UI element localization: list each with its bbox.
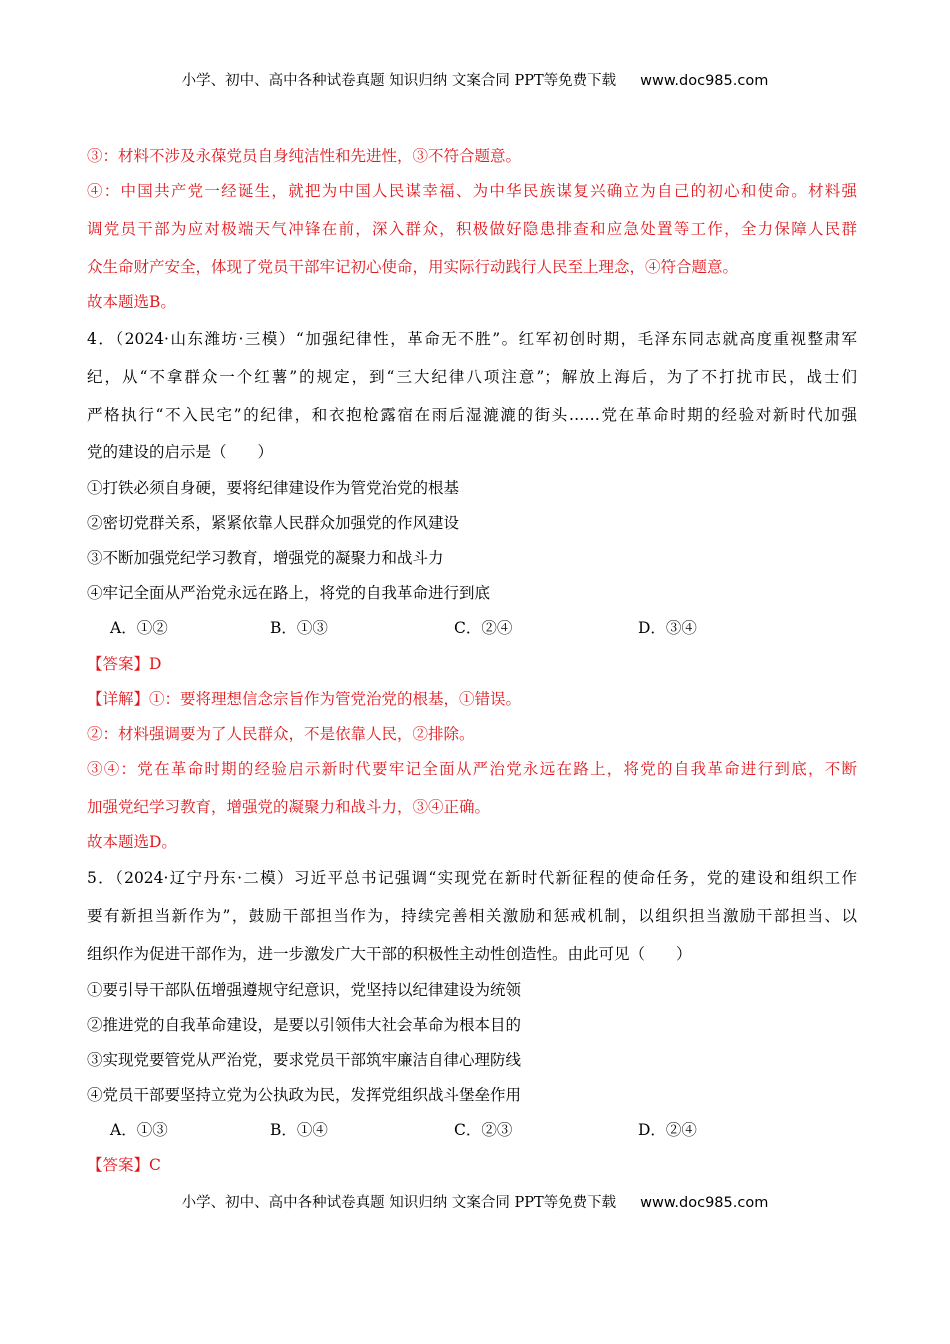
q4-item: ②密切党群关系，紧紧依靠人民群众加强党的作风建设 [87, 514, 460, 532]
answer-value: C [149, 1156, 161, 1174]
q5-option-b: B．①④ [270, 1121, 328, 1139]
q4-detail-line: ③④：党在革命时期的经验启示新时代要牢记全面从严治党永远在路上，将党的自我革命进行到底，不断 [87, 760, 857, 778]
q4-item: ④牢记全面从严治党永远在路上，将党的自我革命进行到底 [87, 584, 491, 602]
q4-option-a: A．①② [110, 619, 168, 637]
footer-site: www.doc985.com [640, 1195, 769, 1211]
q5-option-d: D．②④ [638, 1121, 697, 1139]
q4-item: ③不断加强党纪学习教育，增强党的凝聚力和战斗力 [87, 549, 444, 567]
q5-answer [87, 1155, 857, 1175]
prev-detail-line: 调党员干部为应对极端天气冲锋在前，深入群众，积极做好隐患排查和应急处置等工作，全力保障人民群 [87, 220, 857, 238]
answer-value: D [149, 655, 162, 673]
answer-label: 【答案】 [87, 655, 150, 673]
page-header [0, 69, 950, 90]
q4-answer [87, 654, 857, 674]
page-footer [0, 1191, 950, 1212]
q5-stem-line: 5．（2024·辽宁丹东·二模）习近平总书记强调“实现党在新时代新征程的使命任务，党的建设和组织工作 [87, 869, 857, 887]
q4-item: ①打铁必须自身硬，要将纪律建设作为管党治党的根基 [87, 479, 460, 497]
q4-option-c: C．②④ [454, 619, 513, 637]
q4-stem-line: 严格执行“不入民宅”的纪律，和衣抱枪露宿在雨后湿漉漉的街头……党在革命时期的经验对新时代加强 [87, 406, 857, 424]
answer-label: 【答案】 [87, 1156, 150, 1174]
prev-detail-line: ④：中国共产党一经诞生，就把为中国人民谋幸福、为中华民族谋复兴确立为自己的初心和使命。材料强 [87, 182, 857, 200]
q5-item: ②推进党的自我革命建设，是要以引领伟大社会革命为根本目的 [87, 1016, 522, 1034]
q4-stem-line: 纪，从“不拿群众一个红薯”的规定，到“三大纪律八项注意”；解放上海后，为了不打扰市民，战士们 [87, 368, 857, 386]
q4-detail-line [87, 689, 857, 709]
prev-conclusion: 故本题选B。 [87, 293, 176, 311]
q5-stem-line: 要有新担当新作为”，鼓励干部担当作为，持续完善相关激励和惩戒机制，以组织担当激励干部担当、以 [87, 907, 857, 925]
q4-conclusion: 故本题选D。 [87, 833, 177, 851]
q5-item: ①要引导干部队伍增强遵规守纪意识，党坚持以纪律建设为统领 [87, 981, 522, 999]
q4-stem-line: 党的建设的启示是（ ） [87, 443, 274, 461]
q4-option-d: D．③④ [638, 619, 697, 637]
footer-text: 小学、初中、高中各种试卷真题 知识归纳 文案合同 PPT等免费下载 [181, 1195, 617, 1211]
header-text: 小学、初中、高中各种试卷真题 知识归纳 文案合同 PPT等免费下载 [181, 73, 617, 89]
q5-item: ④党员干部要坚持立党为公执政为民，发挥党组织战斗堡垒作用 [87, 1086, 522, 1104]
detail-text: ①：要将理想信念宗旨作为管党治党的根基，①错误。 [149, 690, 522, 708]
q5-option-c: C．②③ [454, 1121, 513, 1139]
header-site: www.doc985.com [640, 73, 769, 89]
prev-detail-line: 众生命财产安全，体现了党员干部牢记初心使命，用实际行动践行人民至上理念，④符合题意。 [87, 258, 739, 276]
q5-stem-line: 组织作为促进干部作为，进一步激发广大干部的积极性主动性创造性。由此可见（ ） [87, 945, 692, 963]
detail-label: 【详解】 [87, 690, 150, 708]
q4-stem-line: 4．（2024·山东潍坊·三模）“加强纪律性，革命无不胜”。红军初创时期，毛泽东同志就高度重视整肃军 [87, 330, 857, 348]
q5-option-a: A．①③ [110, 1121, 168, 1139]
q5-item: ③实现党要管党从严治党，要求党员干部筑牢廉洁自律心理防线 [87, 1051, 522, 1069]
q4-detail-line: ②：材料强调要为了人民群众，不是依靠人民，②排除。 [87, 725, 475, 743]
prev-detail-line: ③：材料不涉及永葆党员自身纯洁性和先进性，③不符合题意。 [87, 147, 522, 165]
q4-detail-line: 加强党纪学习教育，增强党的凝聚力和战斗力，③④正确。 [87, 798, 491, 816]
q4-option-b: B．①③ [270, 619, 328, 637]
